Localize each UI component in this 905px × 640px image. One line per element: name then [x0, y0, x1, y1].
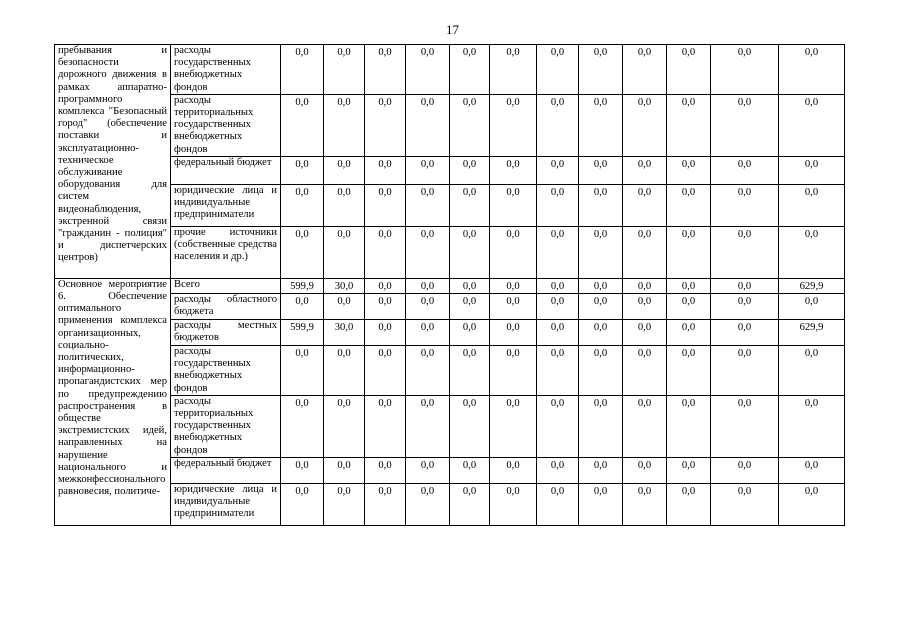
value-cell: 0,0 — [537, 94, 579, 156]
value-cell: 0,0 — [406, 94, 450, 156]
value-cell: 0,0 — [281, 395, 324, 457]
value-cell: 0,0 — [537, 320, 579, 346]
value-cell: 0,0 — [623, 395, 667, 457]
value-cell: 0,0 — [365, 483, 406, 525]
value-cell: 629,9 — [779, 278, 845, 293]
value-cell: 0,0 — [281, 294, 324, 320]
value-cell: 0,0 — [324, 45, 365, 95]
value-cell: 0,0 — [537, 457, 579, 483]
value-cell: 0,0 — [281, 45, 324, 95]
value-cell: 0,0 — [623, 278, 667, 293]
value-cell: 0,0 — [623, 94, 667, 156]
value-cell: 0,0 — [450, 278, 490, 293]
value-cell: 0,0 — [711, 278, 779, 293]
value-cell: 0,0 — [711, 457, 779, 483]
funding-source: юридические лица и индивидуальные предприниматели — [171, 184, 281, 226]
value-cell: 0,0 — [667, 94, 711, 156]
value-cell: 0,0 — [365, 395, 406, 457]
value-cell: 0,0 — [490, 483, 537, 525]
value-cell: 0,0 — [324, 94, 365, 156]
value-cell: 30,0 — [324, 320, 365, 346]
table-row — [55, 184, 845, 226]
value-cell: 0,0 — [324, 483, 365, 525]
value-cell: 0,0 — [537, 346, 579, 396]
value-cell: 0,0 — [450, 346, 490, 396]
value-cell: 0,0 — [365, 278, 406, 293]
value-cell: 0,0 — [490, 294, 537, 320]
value-cell: 0,0 — [450, 94, 490, 156]
value-cell: 0,0 — [450, 457, 490, 483]
value-cell: 0,0 — [623, 457, 667, 483]
page-number: 17 — [446, 22, 459, 37]
table-row — [55, 94, 845, 156]
value-cell: 0,0 — [623, 156, 667, 184]
value-cell: 0,0 — [711, 94, 779, 156]
value-cell: 0,0 — [406, 226, 450, 278]
value-cell: 0,0 — [281, 346, 324, 396]
table-row — [55, 226, 845, 278]
value-cell: 0,0 — [537, 184, 579, 226]
funding-source: Всего — [171, 278, 281, 293]
value-cell: 0,0 — [365, 226, 406, 278]
value-cell: 0,0 — [779, 94, 845, 156]
value-cell: 0,0 — [579, 294, 623, 320]
value-cell: 0,0 — [779, 457, 845, 483]
value-cell: 0,0 — [667, 294, 711, 320]
value-cell: 0,0 — [711, 395, 779, 457]
value-cell: 0,0 — [490, 184, 537, 226]
value-cell: 0,0 — [281, 457, 324, 483]
value-cell: 0,0 — [324, 457, 365, 483]
funding-source: расходы государственных внебюджетных фондов — [171, 346, 281, 396]
value-cell: 0,0 — [406, 278, 450, 293]
value-cell: 30,0 — [324, 278, 365, 293]
funding-source: расходы государственных внебюджетных фондов — [171, 45, 281, 95]
value-cell: 0,0 — [579, 483, 623, 525]
value-cell: 0,0 — [667, 156, 711, 184]
value-cell: 0,0 — [667, 45, 711, 95]
value-cell: 0,0 — [406, 45, 450, 95]
value-cell: 0,0 — [579, 226, 623, 278]
value-cell: 0,0 — [779, 483, 845, 525]
funding-source: расходы местных бюджетов — [171, 320, 281, 346]
value-cell: 0,0 — [365, 45, 406, 95]
value-cell: 0,0 — [579, 94, 623, 156]
value-cell: 0,0 — [365, 457, 406, 483]
value-cell: 0,0 — [490, 320, 537, 346]
funding-source: расходы территориальных государственных внебюджетных фондов — [171, 395, 281, 457]
value-cell: 0,0 — [667, 278, 711, 293]
value-cell: 0,0 — [537, 395, 579, 457]
value-cell: 0,0 — [579, 45, 623, 95]
value-cell: 0,0 — [779, 226, 845, 278]
value-cell: 0,0 — [623, 294, 667, 320]
value-cell: 0,0 — [324, 294, 365, 320]
table-row — [55, 278, 845, 293]
funding-source: федеральный бюджет — [171, 156, 281, 184]
value-cell: 0,0 — [406, 156, 450, 184]
value-cell: 0,0 — [450, 294, 490, 320]
value-cell: 0,0 — [537, 156, 579, 184]
table-row — [55, 346, 845, 396]
value-cell: 0,0 — [365, 184, 406, 226]
value-cell: 0,0 — [711, 483, 779, 525]
value-cell: 0,0 — [281, 184, 324, 226]
value-cell: 0,0 — [623, 346, 667, 396]
table-row — [55, 294, 845, 320]
value-cell: 0,0 — [779, 156, 845, 184]
value-cell: 0,0 — [490, 278, 537, 293]
value-cell: 0,0 — [450, 320, 490, 346]
value-cell: 0,0 — [579, 320, 623, 346]
value-cell: 0,0 — [667, 395, 711, 457]
value-cell: 0,0 — [490, 226, 537, 278]
budget-table — [54, 44, 845, 526]
value-cell: 0,0 — [537, 278, 579, 293]
value-cell: 0,0 — [490, 457, 537, 483]
value-cell: 0,0 — [450, 45, 490, 95]
funding-source: расходы территориальных государственных внебюджетных фондов — [171, 94, 281, 156]
value-cell: 0,0 — [406, 457, 450, 483]
value-cell: 0,0 — [490, 346, 537, 396]
value-cell: 0,0 — [667, 226, 711, 278]
value-cell: 0,0 — [324, 226, 365, 278]
value-cell: 0,0 — [579, 278, 623, 293]
value-cell: 0,0 — [623, 483, 667, 525]
value-cell: 0,0 — [406, 346, 450, 396]
table-row — [55, 483, 845, 525]
value-cell: 0,0 — [406, 320, 450, 346]
activity-description: пребывания и безопасности дорожного движения в рамках аппаратно-программного комплекса "Безопасный город" (обеспечение поставки и эксплуатационно-техническое обслуживание оборудования для систем видеонаблюдения, экстренной связи "гражданин - полиция" и диспетчерских центров) — [55, 45, 171, 279]
value-cell: 0,0 — [324, 395, 365, 457]
value-cell: 0,0 — [667, 457, 711, 483]
value-cell: 0,0 — [281, 226, 324, 278]
table-row — [55, 156, 845, 184]
value-cell: 0,0 — [490, 156, 537, 184]
funding-source: федеральный бюджет — [171, 457, 281, 483]
value-cell: 0,0 — [711, 45, 779, 95]
value-cell: 0,0 — [623, 320, 667, 346]
value-cell: 0,0 — [450, 156, 490, 184]
value-cell: 0,0 — [623, 226, 667, 278]
activity-description: Основное мероприятие 6. Обеспечение оптимального применения комплекса организационных, социально-политических, информационно-пропагандистских мер по предупреждению распространения в обществе экстремистских идей, направленных на нарушение национального и межконфессионального равновесия, политиче- — [55, 278, 171, 525]
value-cell: 0,0 — [623, 45, 667, 95]
value-cell: 0,0 — [490, 395, 537, 457]
value-cell: 0,0 — [779, 346, 845, 396]
value-cell: 0,0 — [450, 395, 490, 457]
value-cell: 0,0 — [711, 294, 779, 320]
value-cell: 0,0 — [365, 346, 406, 396]
value-cell: 0,0 — [406, 184, 450, 226]
value-cell: 0,0 — [406, 294, 450, 320]
value-cell: 629,9 — [779, 320, 845, 346]
value-cell: 0,0 — [450, 226, 490, 278]
table-body — [55, 45, 845, 526]
value-cell: 0,0 — [281, 483, 324, 525]
value-cell: 0,0 — [537, 45, 579, 95]
value-cell: 0,0 — [537, 483, 579, 525]
table-row — [55, 45, 845, 95]
value-cell: 0,0 — [667, 184, 711, 226]
funding-source: расходы областного бюджета — [171, 294, 281, 320]
funding-source: прочие источники (собственные средства населения и др.) — [171, 226, 281, 278]
table-row — [55, 395, 845, 457]
value-cell: 0,0 — [779, 45, 845, 95]
value-cell: 0,0 — [779, 395, 845, 457]
value-cell: 0,0 — [579, 346, 623, 396]
value-cell: 0,0 — [537, 294, 579, 320]
value-cell: 0,0 — [324, 156, 365, 184]
value-cell: 0,0 — [579, 184, 623, 226]
value-cell: 0,0 — [537, 226, 579, 278]
value-cell: 0,0 — [667, 346, 711, 396]
value-cell: 0,0 — [711, 226, 779, 278]
value-cell: 599,9 — [281, 278, 324, 293]
value-cell: 0,0 — [281, 156, 324, 184]
value-cell: 0,0 — [324, 184, 365, 226]
value-cell: 0,0 — [579, 457, 623, 483]
value-cell: 0,0 — [365, 320, 406, 346]
value-cell: 0,0 — [406, 483, 450, 525]
value-cell: 0,0 — [450, 483, 490, 525]
value-cell: 0,0 — [365, 294, 406, 320]
value-cell: 0,0 — [579, 156, 623, 184]
value-cell: 0,0 — [281, 94, 324, 156]
value-cell: 0,0 — [406, 395, 450, 457]
value-cell: 0,0 — [667, 320, 711, 346]
funding-source: юридические лица и индивидуальные предприниматели — [171, 483, 281, 525]
value-cell: 0,0 — [490, 45, 537, 95]
value-cell: 0,0 — [779, 294, 845, 320]
value-cell: 0,0 — [365, 156, 406, 184]
value-cell: 0,0 — [711, 156, 779, 184]
value-cell: 0,0 — [711, 346, 779, 396]
value-cell: 0,0 — [450, 184, 490, 226]
value-cell: 0,0 — [365, 94, 406, 156]
table-row — [55, 457, 845, 483]
table-row — [55, 320, 845, 346]
value-cell: 0,0 — [490, 94, 537, 156]
value-cell: 0,0 — [579, 395, 623, 457]
value-cell: 0,0 — [779, 184, 845, 226]
value-cell: 0,0 — [711, 184, 779, 226]
value-cell: 0,0 — [711, 320, 779, 346]
value-cell: 0,0 — [324, 346, 365, 396]
value-cell: 599,9 — [281, 320, 324, 346]
value-cell: 0,0 — [623, 184, 667, 226]
value-cell: 0,0 — [667, 483, 711, 525]
